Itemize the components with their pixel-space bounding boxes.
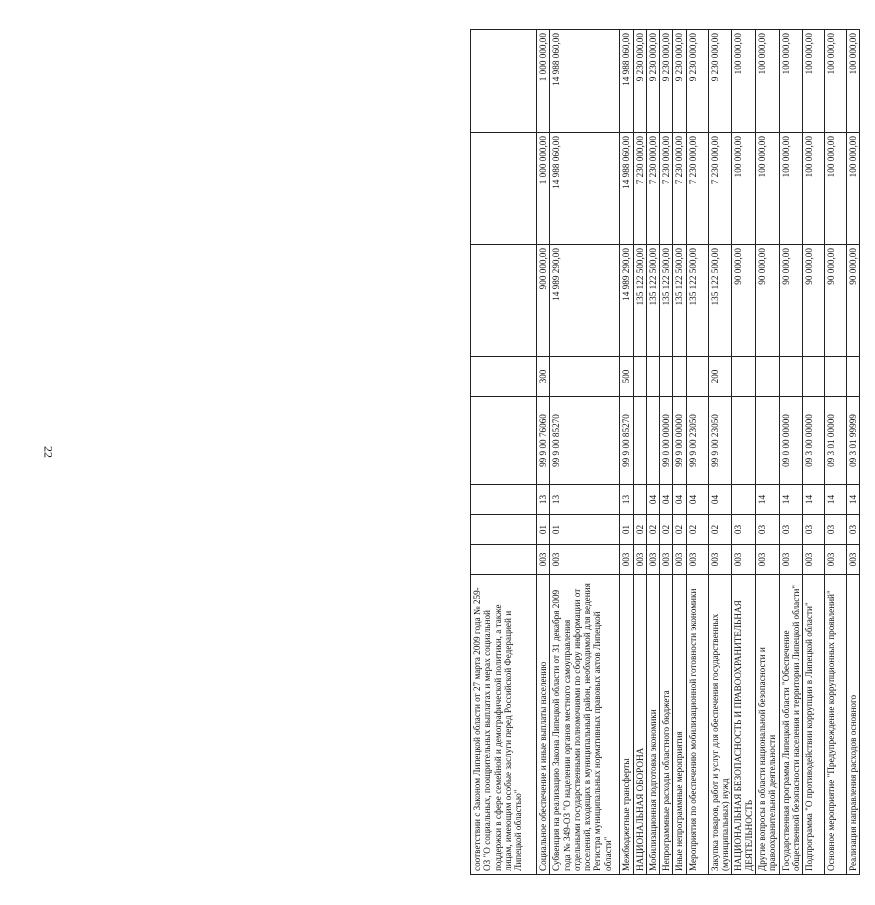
cell-a2: 7 230 000,00 — [660, 133, 673, 245]
cell-csr — [732, 397, 756, 485]
cell-rz: 03 — [847, 515, 860, 545]
table-row — [686, 30, 708, 875]
cell-csr: 99 9 00 76060 — [537, 397, 550, 485]
cell-a3: 14 988 060,00 — [620, 30, 633, 133]
cell-vr — [779, 357, 803, 397]
cell-gr: 003 — [825, 545, 847, 575]
cell-a1: 90 000,00 — [732, 245, 756, 357]
table-row — [550, 30, 620, 875]
cell-rz: 03 — [755, 515, 779, 545]
cell-vr — [847, 357, 860, 397]
cell-name: Мобилизационная подготовка экономики — [646, 575, 659, 875]
rotated-table-container — [470, 30, 875, 875]
cell-csr — [471, 397, 537, 485]
cell-csr: 09 3 00 00000 — [803, 397, 825, 485]
cell-a2: 7 230 000,00 — [633, 133, 646, 245]
cell-pr: 04 — [673, 485, 686, 515]
cell-vr — [755, 357, 779, 397]
cell-gr: 003 — [633, 545, 646, 575]
cell-gr: 003 — [550, 545, 620, 575]
cell-rz: 02 — [673, 515, 686, 545]
cell-rz: 02 — [646, 515, 659, 545]
cell-csr: 09 3 01 00000 — [825, 397, 847, 485]
cell-vr — [825, 357, 847, 397]
cell-name: Непрограммные расходы областного бюджета — [660, 575, 673, 875]
cell-a2: 100 000,00 — [825, 133, 847, 245]
cell-name: НАЦИОНАЛЬНАЯ БЕЗОПАСНОСТЬ И ПРАВООХРАНИТЕЛЬНАЯ ДЕЯТЕЛЬНОСТЬ — [732, 575, 756, 875]
cell-rz: 01 — [537, 515, 550, 545]
cell-a1 — [471, 245, 537, 357]
cell-a3 — [471, 30, 537, 133]
cell-a1: 90 000,00 — [825, 245, 847, 357]
cell-gr — [471, 545, 537, 575]
cell-pr: 14 — [803, 485, 825, 515]
cell-gr: 003 — [708, 545, 732, 575]
cell-vr — [471, 357, 537, 397]
cell-name: Межбюджетные трансферты — [620, 575, 633, 875]
cell-a2 — [471, 133, 537, 245]
cell-vr — [633, 357, 646, 397]
cell-a3: 100 000,00 — [825, 30, 847, 133]
cell-gr: 003 — [803, 545, 825, 575]
cell-gr: 003 — [537, 545, 550, 575]
cell-a3: 9 230 000,00 — [646, 30, 659, 133]
cell-name: Иные непрограммные мероприятия — [673, 575, 686, 875]
cell-csr: 99 9 00 23050 — [708, 397, 732, 485]
cell-name: Закупка товаров, работ и услуг для обеспечения государственных (муниципальных) нужд — [708, 575, 732, 875]
cell-vr — [686, 357, 708, 397]
cell-csr: 99 0 00 00000 — [660, 397, 673, 485]
table-row — [633, 30, 646, 875]
cell-pr — [633, 485, 646, 515]
cell-pr: 04 — [646, 485, 659, 515]
table-row — [660, 30, 673, 875]
table-row — [732, 30, 756, 875]
cell-a3: 9 230 000,00 — [660, 30, 673, 133]
cell-a2: 14 988 060,00 — [550, 133, 620, 245]
cell-pr: 13 — [620, 485, 633, 515]
table-row — [646, 30, 659, 875]
cell-rz: 02 — [708, 515, 732, 545]
cell-pr: 14 — [847, 485, 860, 515]
cell-vr: 200 — [708, 357, 732, 397]
cell-a3: 9 230 000,00 — [708, 30, 732, 133]
cell-a1: 14 989 290,00 — [620, 245, 633, 357]
cell-a3: 100 000,00 — [803, 30, 825, 133]
cell-vr — [732, 357, 756, 397]
cell-name: Государственная программа Липецкой области "Обеспечение общественной безопасности населения и территории Липецкой области" — [779, 575, 803, 875]
cell-a1: 90 000,00 — [803, 245, 825, 357]
table-row — [708, 30, 732, 875]
cell-a3: 9 230 000,00 — [673, 30, 686, 133]
cell-pr — [732, 485, 756, 515]
table-row — [755, 30, 779, 875]
cell-pr: 04 — [708, 485, 732, 515]
cell-a1: 900 000,00 — [537, 245, 550, 357]
cell-csr — [633, 397, 646, 485]
cell-name: Субвенция на реализацию Закона Липецкой области от 31 декабря 2009 года № 349-ОЗ "О наделении органов местного самоуправления отдельными государственными полномочиями по сбору информации от поселений, входящих в муниципальный район, необходимой для ведения Регистра муниципальных нормативных правовых актов Липецкой области" — [550, 575, 620, 875]
cell-gr: 003 — [686, 545, 708, 575]
cell-a1: 135 122 500,00 — [673, 245, 686, 357]
cell-a1: 135 122 500,00 — [686, 245, 708, 357]
cell-a2: 100 000,00 — [803, 133, 825, 245]
cell-gr: 003 — [620, 545, 633, 575]
cell-vr: 500 — [620, 357, 633, 397]
cell-pr: 13 — [550, 485, 620, 515]
cell-name: Социальное обеспечение и иные выплаты населению — [537, 575, 550, 875]
table-row — [471, 30, 537, 875]
table-row — [825, 30, 847, 875]
cell-a3: 100 000,00 — [779, 30, 803, 133]
cell-a2: 100 000,00 — [755, 133, 779, 245]
cell-csr — [755, 397, 779, 485]
cell-csr — [646, 397, 659, 485]
cell-gr: 003 — [673, 545, 686, 575]
page-number: 22 — [41, 446, 56, 458]
cell-rz: 03 — [732, 515, 756, 545]
cell-name: НАЦИОНАЛЬНАЯ ОБОРОНА — [633, 575, 646, 875]
cell-a1: 14 989 290,00 — [550, 245, 620, 357]
cell-csr: 99 9 00 85270 — [620, 397, 633, 485]
cell-a3: 9 230 000,00 — [686, 30, 708, 133]
table-row — [537, 30, 550, 875]
cell-pr: 14 — [755, 485, 779, 515]
cell-a3: 9 230 000,00 — [633, 30, 646, 133]
cell-name: Мероприятия по обеспечению мобилизационной готовности экономики — [686, 575, 708, 875]
cell-a3: 100 000,00 — [732, 30, 756, 133]
table-body — [471, 30, 860, 875]
cell-pr: 14 — [779, 485, 803, 515]
cell-csr: 09 3 01 99999 — [847, 397, 860, 485]
cell-a2: 100 000,00 — [847, 133, 860, 245]
cell-a2: 1 000 000,00 — [537, 133, 550, 245]
cell-a2: 7 230 000,00 — [708, 133, 732, 245]
cell-gr: 003 — [779, 545, 803, 575]
cell-a3: 100 000,00 — [847, 30, 860, 133]
cell-rz: 02 — [686, 515, 708, 545]
cell-vr: 300 — [537, 357, 550, 397]
budget-table — [470, 29, 860, 875]
cell-a2: 100 000,00 — [732, 133, 756, 245]
cell-gr: 003 — [732, 545, 756, 575]
cell-a1: 90 000,00 — [779, 245, 803, 357]
cell-gr: 003 — [847, 545, 860, 575]
cell-a1: 90 000,00 — [755, 245, 779, 357]
cell-csr: 99 9 00 23050 — [686, 397, 708, 485]
cell-vr — [646, 357, 659, 397]
cell-a3: 14 988 060,00 — [550, 30, 620, 133]
table-row — [847, 30, 860, 875]
cell-a2: 7 230 000,00 — [686, 133, 708, 245]
cell-a2: 7 230 000,00 — [673, 133, 686, 245]
cell-a1: 135 122 500,00 — [660, 245, 673, 357]
cell-rz: 01 — [620, 515, 633, 545]
cell-rz: 02 — [633, 515, 646, 545]
cell-gr: 003 — [660, 545, 673, 575]
cell-a2: 7 230 000,00 — [646, 133, 659, 245]
cell-name: Подпрограмма "О противодействии коррупции в Липецкой области" — [803, 575, 825, 875]
cell-pr — [471, 485, 537, 515]
cell-a3: 1 000 000,00 — [537, 30, 550, 133]
cell-vr — [660, 357, 673, 397]
cell-a3: 100 000,00 — [755, 30, 779, 133]
cell-pr: 13 — [537, 485, 550, 515]
cell-name: Основное мероприятие "Предупреждение коррупционных проявлений" — [825, 575, 847, 875]
cell-a2: 100 000,00 — [779, 133, 803, 245]
cell-vr — [803, 357, 825, 397]
table-row — [779, 30, 803, 875]
cell-rz: 02 — [660, 515, 673, 545]
table-row — [673, 30, 686, 875]
cell-name: соответствии с Законом Липецкой области от 27 марта 2009 года № 259-ОЗ "О социальных, поощрительных выплатах и мерах социальной поддержки в сфере семейной и демографической политики, а также лицам, имеющим особые заслуги перед Российской Федерацией и Липецкой областью" — [471, 575, 537, 875]
cell-rz: 03 — [825, 515, 847, 545]
cell-vr — [550, 357, 620, 397]
cell-a1: 135 122 500,00 — [633, 245, 646, 357]
cell-vr — [673, 357, 686, 397]
cell-rz: 03 — [803, 515, 825, 545]
cell-rz — [471, 515, 537, 545]
cell-gr: 003 — [646, 545, 659, 575]
cell-a1: 90 000,00 — [847, 245, 860, 357]
cell-pr: 04 — [686, 485, 708, 515]
table-row — [620, 30, 633, 875]
table-row — [803, 30, 825, 875]
cell-csr: 99 9 00 85270 — [550, 397, 620, 485]
cell-pr: 14 — [825, 485, 847, 515]
cell-name: Реализация направления расходов основного — [847, 575, 860, 875]
cell-gr: 003 — [755, 545, 779, 575]
cell-a2: 14 988 060,00 — [620, 133, 633, 245]
cell-a1: 135 122 500,00 — [708, 245, 732, 357]
cell-rz: 03 — [779, 515, 803, 545]
cell-name: Другие вопросы в области национальной безопасности и правоохранительной деятельности — [755, 575, 779, 875]
cell-csr: 99 9 00 00000 — [673, 397, 686, 485]
cell-a1: 135 122 500,00 — [646, 245, 659, 357]
cell-csr: 09 0 00 00000 — [779, 397, 803, 485]
cell-pr: 04 — [660, 485, 673, 515]
cell-rz: 01 — [550, 515, 620, 545]
